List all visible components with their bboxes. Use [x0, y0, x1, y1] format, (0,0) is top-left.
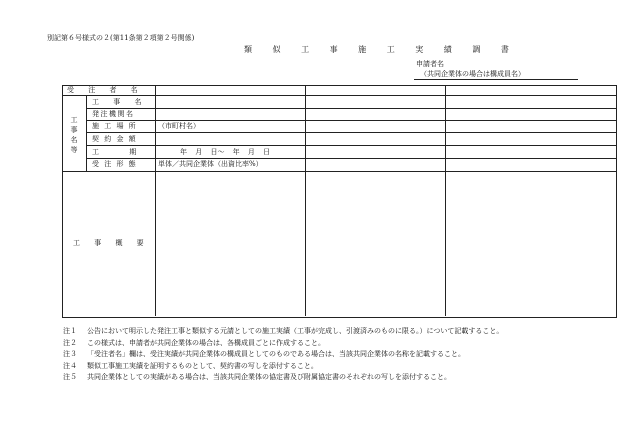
note-item	[63, 362, 318, 371]
row-line	[86, 132, 616, 133]
row-label-construction-name: 工 事 名	[92, 98, 148, 106]
note-text: 「受注者名」欄は、受注実績が共同企業体の構成員としてのものである場合は、当該共同企業体の名称を記載すること。	[87, 350, 465, 358]
form-reference: 別記第６号様式の２(第11条第２項第２号関係)	[47, 34, 195, 42]
summary-label: 工 事 概 要	[73, 239, 150, 247]
contractor-label: 受 注 者 名	[67, 86, 144, 94]
row-label-period: 工 期	[92, 148, 151, 156]
row-line	[62, 171, 616, 172]
note-number: 注２	[63, 339, 77, 347]
note-text: 類似工事施工実績を証明するものとして、契約書の写しを添付すること。	[87, 362, 318, 370]
note-item	[63, 327, 503, 336]
group-label: 工事名等	[70, 116, 78, 154]
row-line	[86, 108, 616, 109]
row-line	[86, 145, 616, 146]
note-item	[63, 350, 465, 359]
order-type-value: 単体／共同企業体（出資比率%）	[158, 160, 263, 168]
applicant-underline	[414, 79, 578, 80]
row-line	[86, 158, 616, 159]
applicant-note: （共同企業体の場合は構成員名）	[420, 70, 525, 78]
row-line	[62, 95, 616, 96]
note-item	[63, 339, 325, 348]
note-number: 注１	[63, 327, 77, 335]
note-text: 公告において明示した発注工事と類似する元請としての施工実績（工事が完成し、引渡済みのものに限る。）について記載すること。	[87, 327, 504, 335]
row-label-ordering-agency: 発注機関名	[92, 110, 135, 118]
period-value: 年 月 日～ 年 月 日	[180, 148, 271, 156]
row-label-location: 施 工 場 所	[92, 122, 138, 130]
note-text: この様式は、申請者が共同企業体の場合は、各構成員ごとに作成すること。	[87, 339, 325, 347]
note-number: 注５	[63, 373, 77, 381]
row-label-order-type: 受 注 形 態	[92, 160, 138, 168]
note-number: 注４	[63, 362, 77, 370]
location-value: （市町村名）	[158, 122, 200, 130]
document-title: 類 似 工 事 施 工 実 績 調 書	[244, 45, 518, 54]
row-line	[86, 120, 616, 121]
row-label-contract-amount: 契 約 金 額	[92, 135, 138, 143]
col-divider-group	[86, 95, 87, 171]
note-text: 共同企業体としての実績がある場合は、当該共同企業体の協定書及び附属協定書のそれぞれの写しを添付すること。	[87, 373, 451, 381]
applicant-label: 申請者名	[416, 60, 444, 68]
note-number: 注３	[63, 350, 77, 358]
note-item	[63, 373, 451, 382]
